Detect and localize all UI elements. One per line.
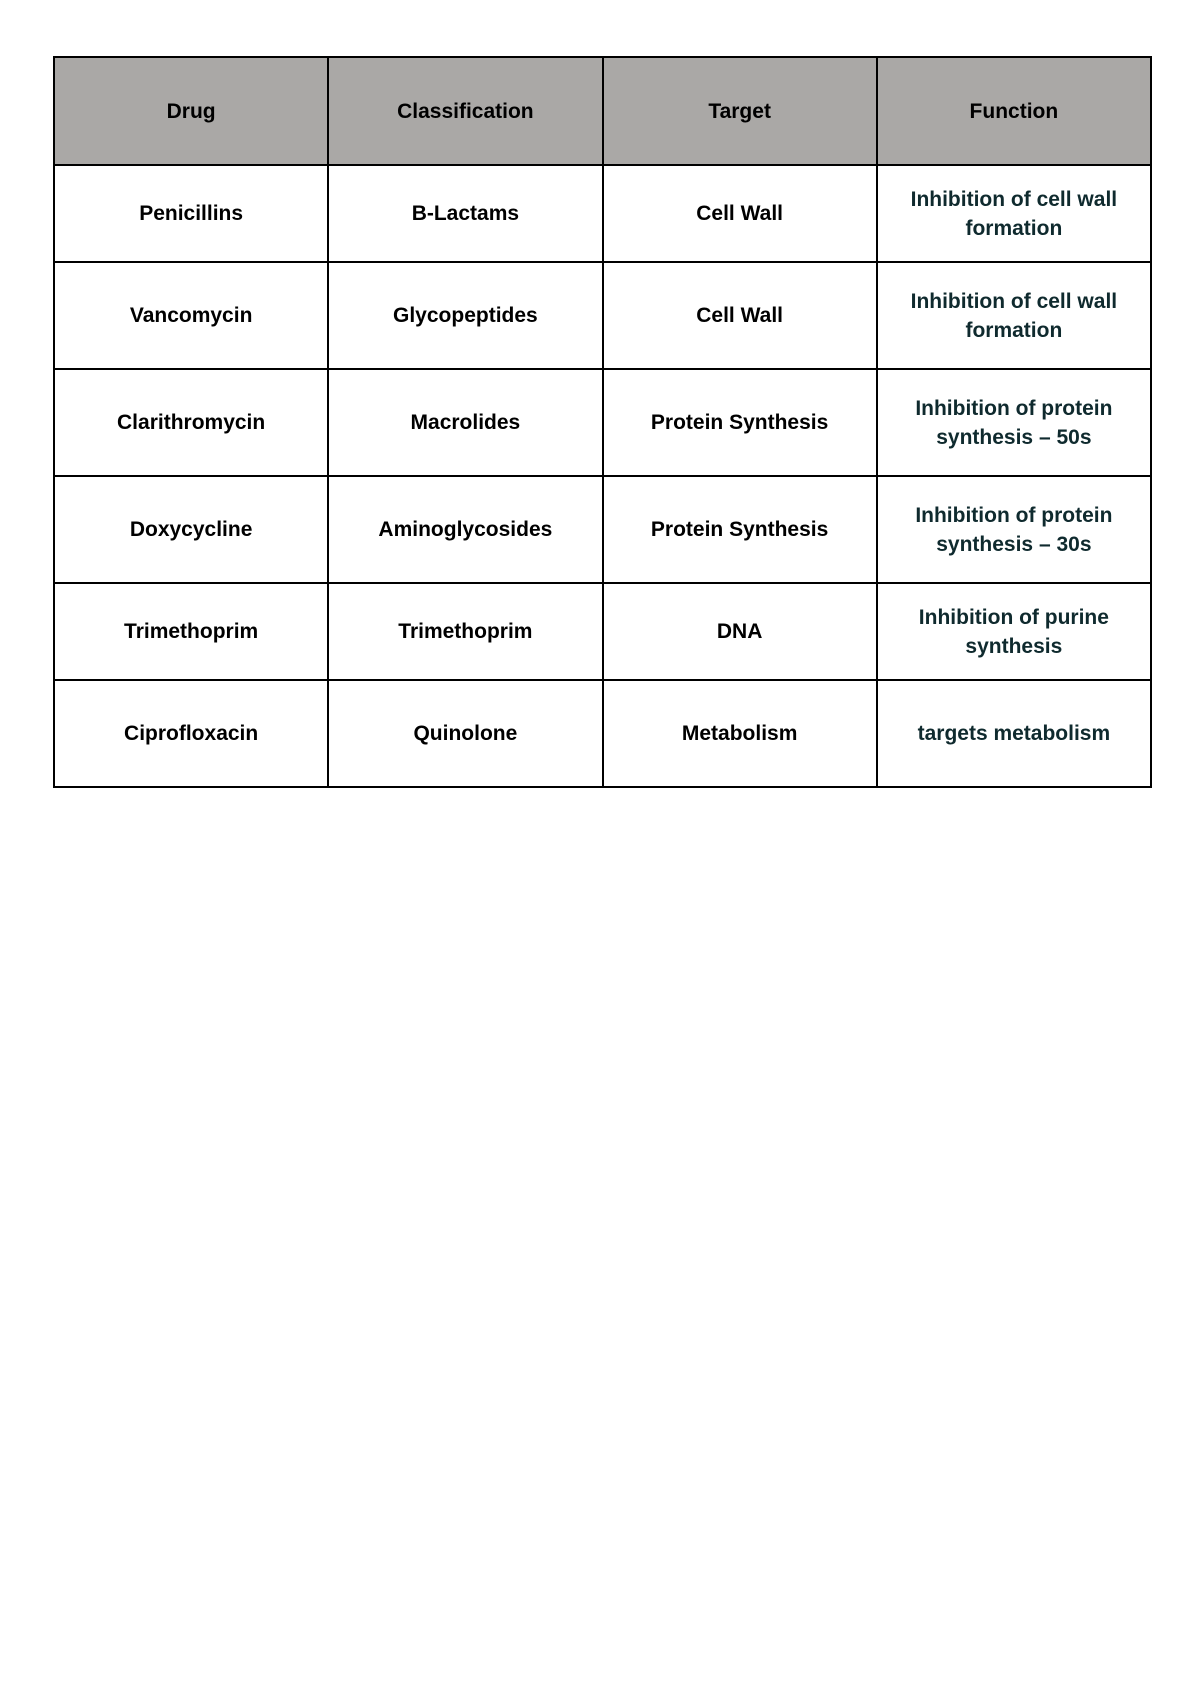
header-drug: Drug	[54, 57, 328, 165]
cell-drug: Ciprofloxacin	[54, 680, 328, 787]
table-row	[54, 262, 1151, 369]
cell-target: Protein Synthesis	[603, 369, 877, 476]
cell-target: Cell Wall	[603, 165, 877, 262]
cell-target: Metabolism	[603, 680, 877, 787]
cell-target: Protein Synthesis	[603, 476, 877, 583]
table-row	[54, 476, 1151, 583]
table-row	[54, 680, 1151, 787]
antibiotics-table	[53, 56, 1152, 788]
cell-classification: Aminoglycosides	[328, 476, 602, 583]
cell-drug: Trimethoprim	[54, 583, 328, 680]
cell-function: Inhibition of cell wall formation	[877, 165, 1151, 262]
table-header-row	[54, 57, 1151, 165]
cell-function: Inhibition of cell wall formation	[877, 262, 1151, 369]
cell-classification: Quinolone	[328, 680, 602, 787]
cell-classification: Trimethoprim	[328, 583, 602, 680]
cell-drug: Doxycycline	[54, 476, 328, 583]
cell-target: DNA	[603, 583, 877, 680]
cell-drug: Penicillins	[54, 165, 328, 262]
header-target: Target	[603, 57, 877, 165]
cell-classification: B-Lactams	[328, 165, 602, 262]
cell-classification: Macrolides	[328, 369, 602, 476]
cell-function: Inhibition of protein synthesis – 50s	[877, 369, 1151, 476]
cell-target: Cell Wall	[603, 262, 877, 369]
header-function: Function	[877, 57, 1151, 165]
cell-drug: Vancomycin	[54, 262, 328, 369]
cell-function: Inhibition of protein synthesis – 30s	[877, 476, 1151, 583]
table-row	[54, 369, 1151, 476]
cell-drug: Clarithromycin	[54, 369, 328, 476]
cell-function: Inhibition of purine synthesis	[877, 583, 1151, 680]
cell-classification: Glycopeptides	[328, 262, 602, 369]
table-row	[54, 165, 1151, 262]
table-row	[54, 583, 1151, 680]
header-classification: Classification	[328, 57, 602, 165]
cell-function: targets metabolism	[877, 680, 1151, 787]
